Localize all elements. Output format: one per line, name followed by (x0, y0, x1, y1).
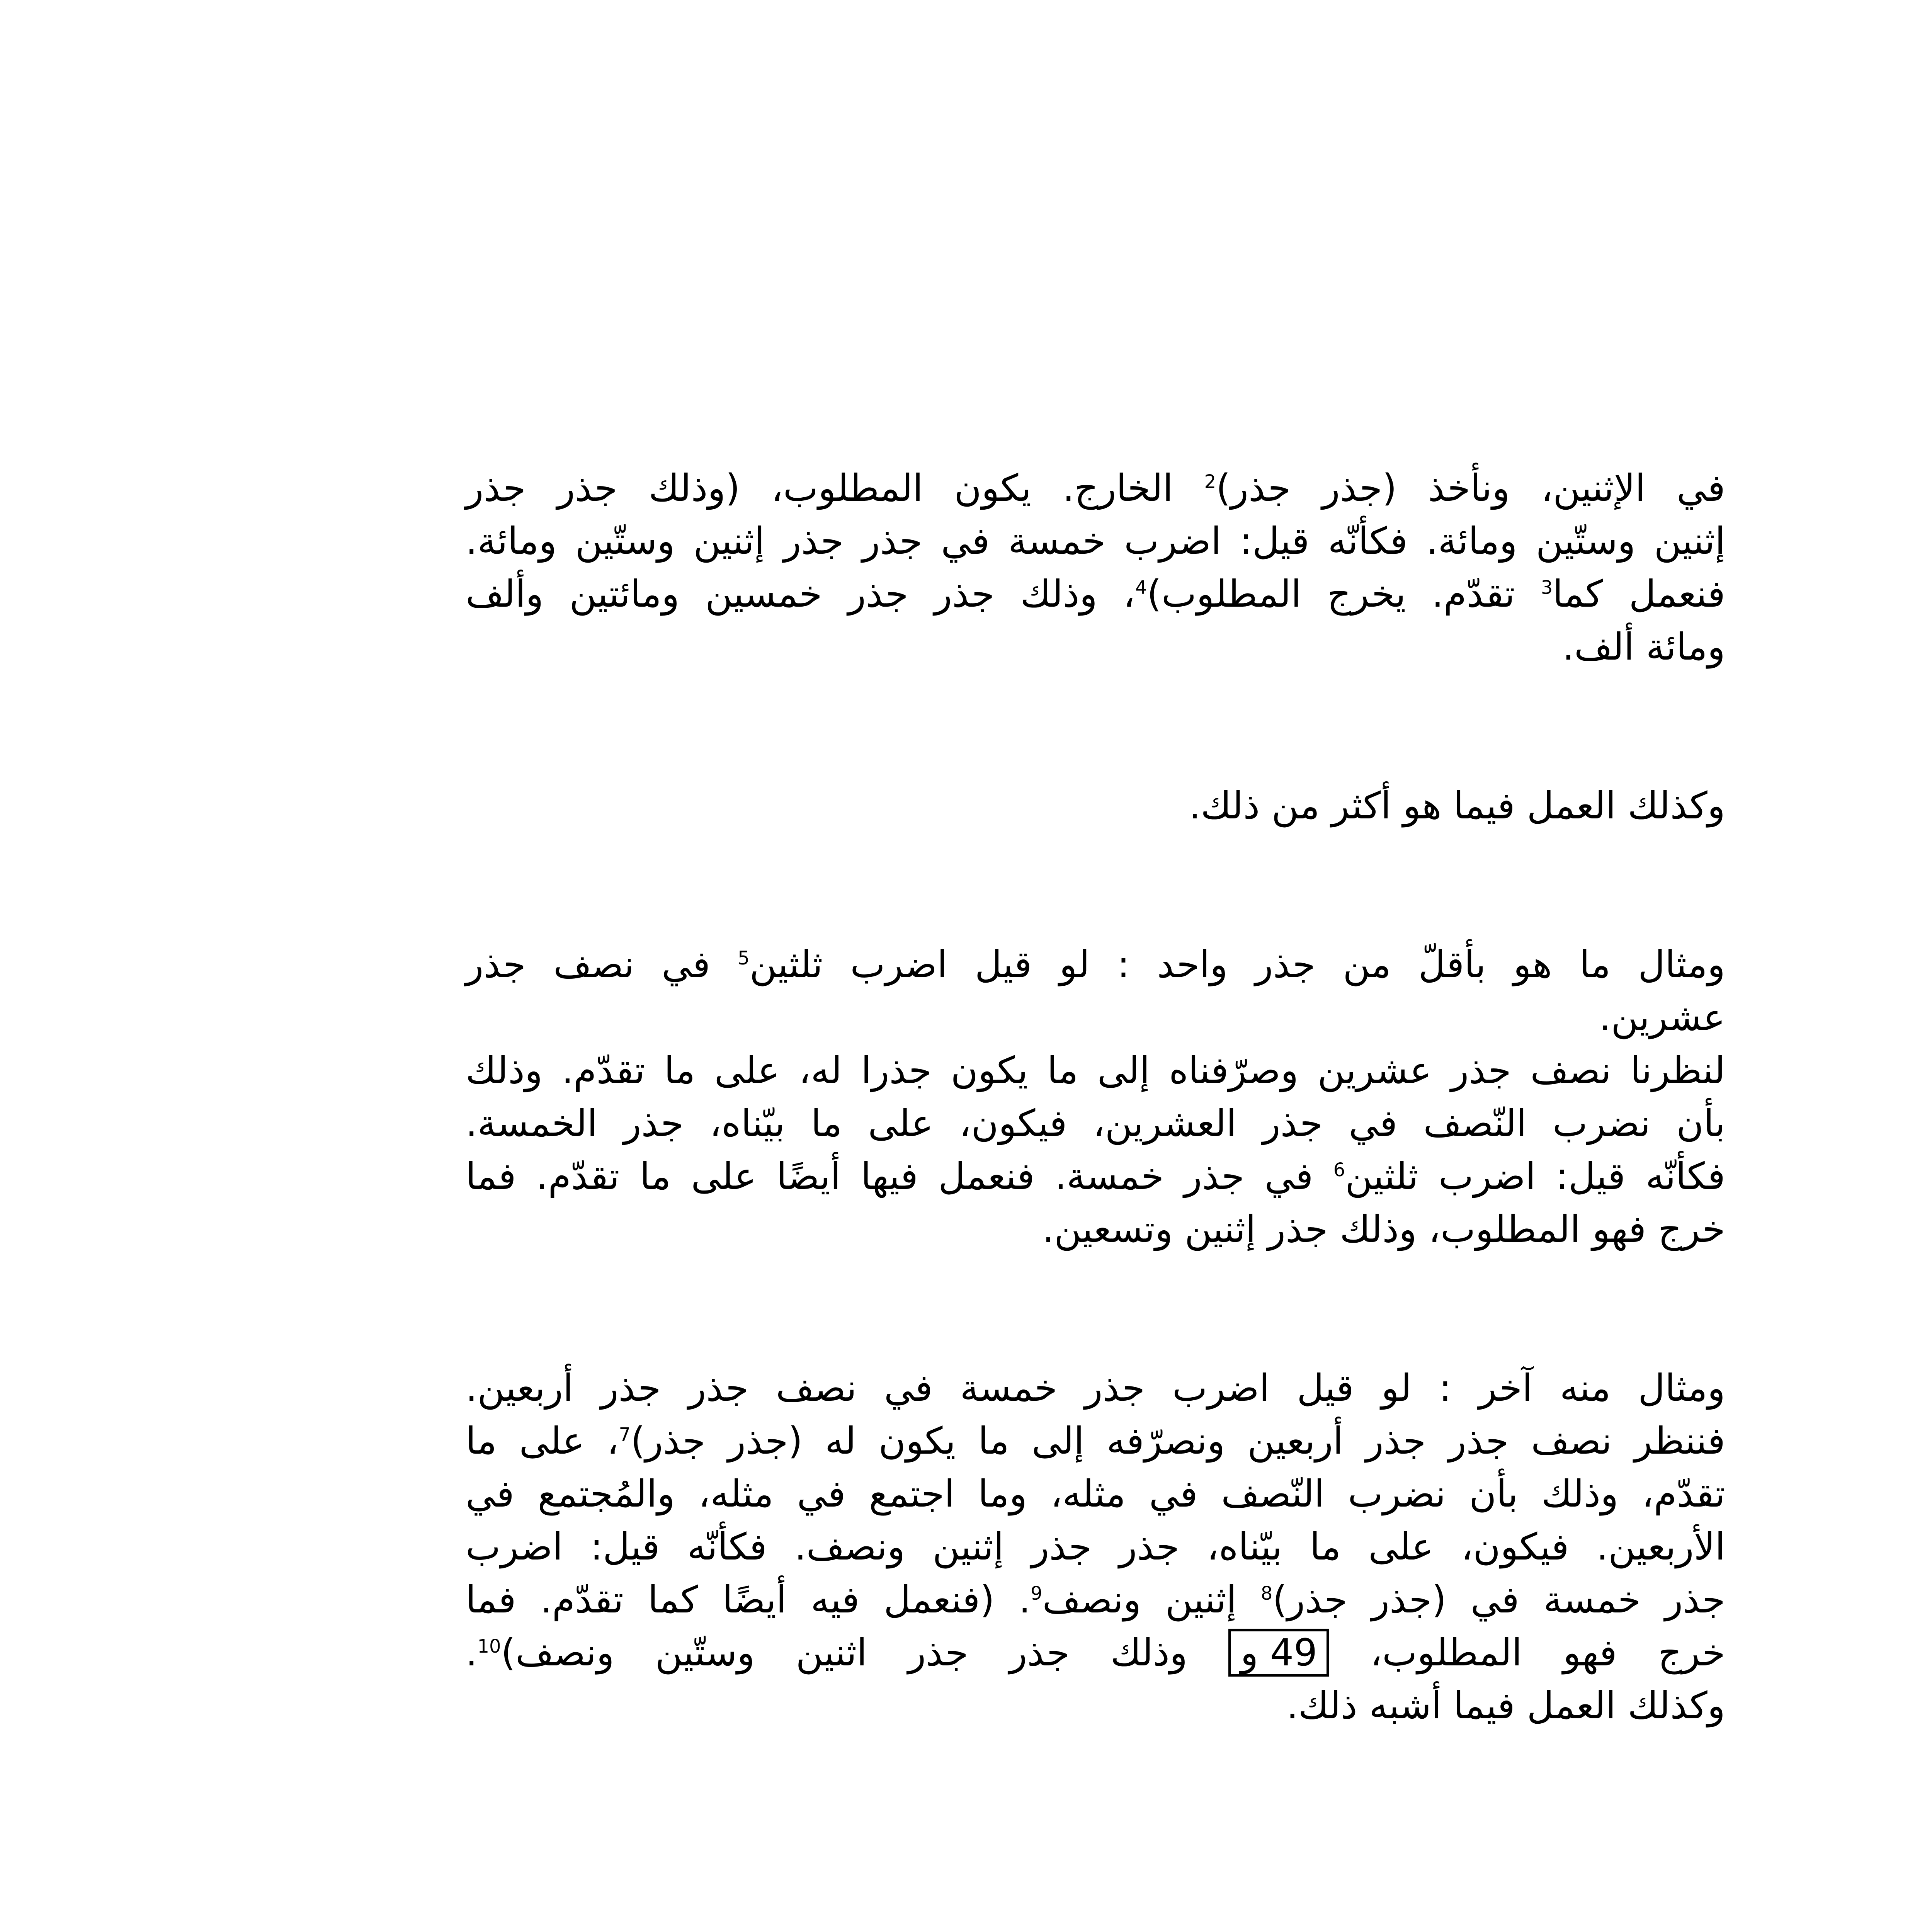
text-line (466, 1415, 1725, 1468)
text-segment: خرج فهو المطلوب، وذلك جذر إثنين وتسعين. (1042, 1208, 1725, 1251)
text-line (466, 1626, 1725, 1679)
text-segment: فكأنّه قيل: اضرب ثلثين (1345, 1155, 1726, 1198)
text-segment: ومثال ما هو بأقلّ من جذر واحد : لو قيل اضرب ثلثين (749, 943, 1726, 986)
footnote-reference: 9 (1031, 1583, 1043, 1604)
text-segment: تقدّم، وذلك بأن نضرب النّصف في مثله، وما اجتمع في مثله، والمُجتمع في (466, 1472, 1725, 1515)
text-segment: وذلك جذر جذر اثنين وستّين ونصف) (501, 1631, 1229, 1674)
text-segment: تقدّم. يخرج المطلوب) (1147, 572, 1541, 616)
text-segment: جذر خمسة في (جذر جذر) (1272, 1578, 1726, 1621)
text-segment: فنعمل كما (1553, 572, 1725, 616)
paragraph (466, 462, 1725, 673)
main-text (466, 462, 1725, 1732)
text-segment: وكذلك العمل فيما أشبه ذلك. (1286, 1684, 1725, 1727)
text-line (466, 1362, 1725, 1415)
text-line (466, 1468, 1725, 1520)
paragraph (466, 779, 1725, 832)
text-segment: وكذلك العمل فيما هو أكثر من ذلك. (1189, 784, 1725, 827)
text-line (466, 1044, 1725, 1097)
text-line (466, 779, 1725, 832)
text-line (466, 938, 1725, 991)
paragraph (466, 1362, 1725, 1732)
text-line (466, 1520, 1725, 1573)
text-segment: ومثال منه آخر : لو قيل اضرب جذر خمسة في نصف جذر جذر أربعين. (466, 1366, 1725, 1410)
paragraph-gap (466, 673, 1725, 779)
text-line (466, 991, 1725, 1044)
footnote-reference: 6 (1333, 1159, 1345, 1181)
text-segment: الخارج. يكون المطلوب، (وذلك جذر جذر (466, 466, 1204, 510)
folio-marker-box: 49 و (1228, 1629, 1329, 1677)
footnote-reference: 10 (477, 1636, 501, 1657)
text-segment: . (فنعمل فيه أيضًا كما تقدّم. فما (466, 1578, 1031, 1621)
text-segment: إثنين ونصف (1042, 1578, 1261, 1621)
paragraph-gap (466, 1256, 1725, 1362)
text-segment: بأن نضرب النّصف في جذر العشرين، فيكون، على ما بيّناه، جذر الخمسة. (466, 1102, 1725, 1145)
text-segment: ، على ما (466, 1419, 619, 1463)
text-line (466, 462, 1725, 515)
text-line (466, 515, 1725, 568)
text-segment: ومائة ألف. (1562, 625, 1725, 668)
text-line (466, 1097, 1725, 1150)
text-segment: . (466, 1631, 478, 1674)
paragraph (466, 938, 1725, 1256)
footnote-reference: 5 (738, 947, 750, 969)
footnote-reference: 4 (1135, 577, 1147, 599)
text-line (466, 1679, 1725, 1732)
text-line (466, 1203, 1725, 1256)
text-segment: في جذر خمسة. فنعمل فيها أيضًا على ما تقدّم. فما (466, 1155, 1333, 1198)
text-segment: عشرين. (1599, 996, 1725, 1039)
text-segment: فننظر نصف جذر جذر أربعين ونصرّفه إلى ما يكون له (جذر جذر) (631, 1419, 1726, 1463)
footnote-reference: 3 (1541, 577, 1553, 599)
footnote-reference: 2 (1204, 471, 1216, 493)
text-line (466, 1573, 1725, 1626)
footnote-reference: 7 (619, 1424, 631, 1446)
text-segment: إثنين وستّين ومائة. فكأنّه قيل: اضرب خمسة في جذر جذر إثنين وستّين ومائة. (466, 519, 1725, 563)
text-segment: ، وذلك جذر جذر خمسين ومائتين وألف (466, 572, 1135, 616)
text-line (466, 1150, 1725, 1203)
text-segment: الأربعين. فيكون، على ما بيّناه، جذر جذر إثنين ونصف. فكأنّه قيل: اضرب (466, 1525, 1725, 1568)
text-line (466, 568, 1725, 621)
footnote-reference: 8 (1260, 1583, 1273, 1604)
paragraph-gap (466, 832, 1725, 938)
text-segment: لنظرنا نصف جذر عشرين وصرّفناه إلى ما يكون جذرا له، على ما تقدّم. وذلك (466, 1049, 1725, 1092)
text-segment: في الإثنين، ونأخذ (جذر جذر) (1216, 466, 1726, 510)
text-line (466, 621, 1725, 673)
text-segment: خرج فهو المطلوب، (1329, 1631, 1725, 1674)
text-segment: في نصف جذر (466, 943, 738, 986)
